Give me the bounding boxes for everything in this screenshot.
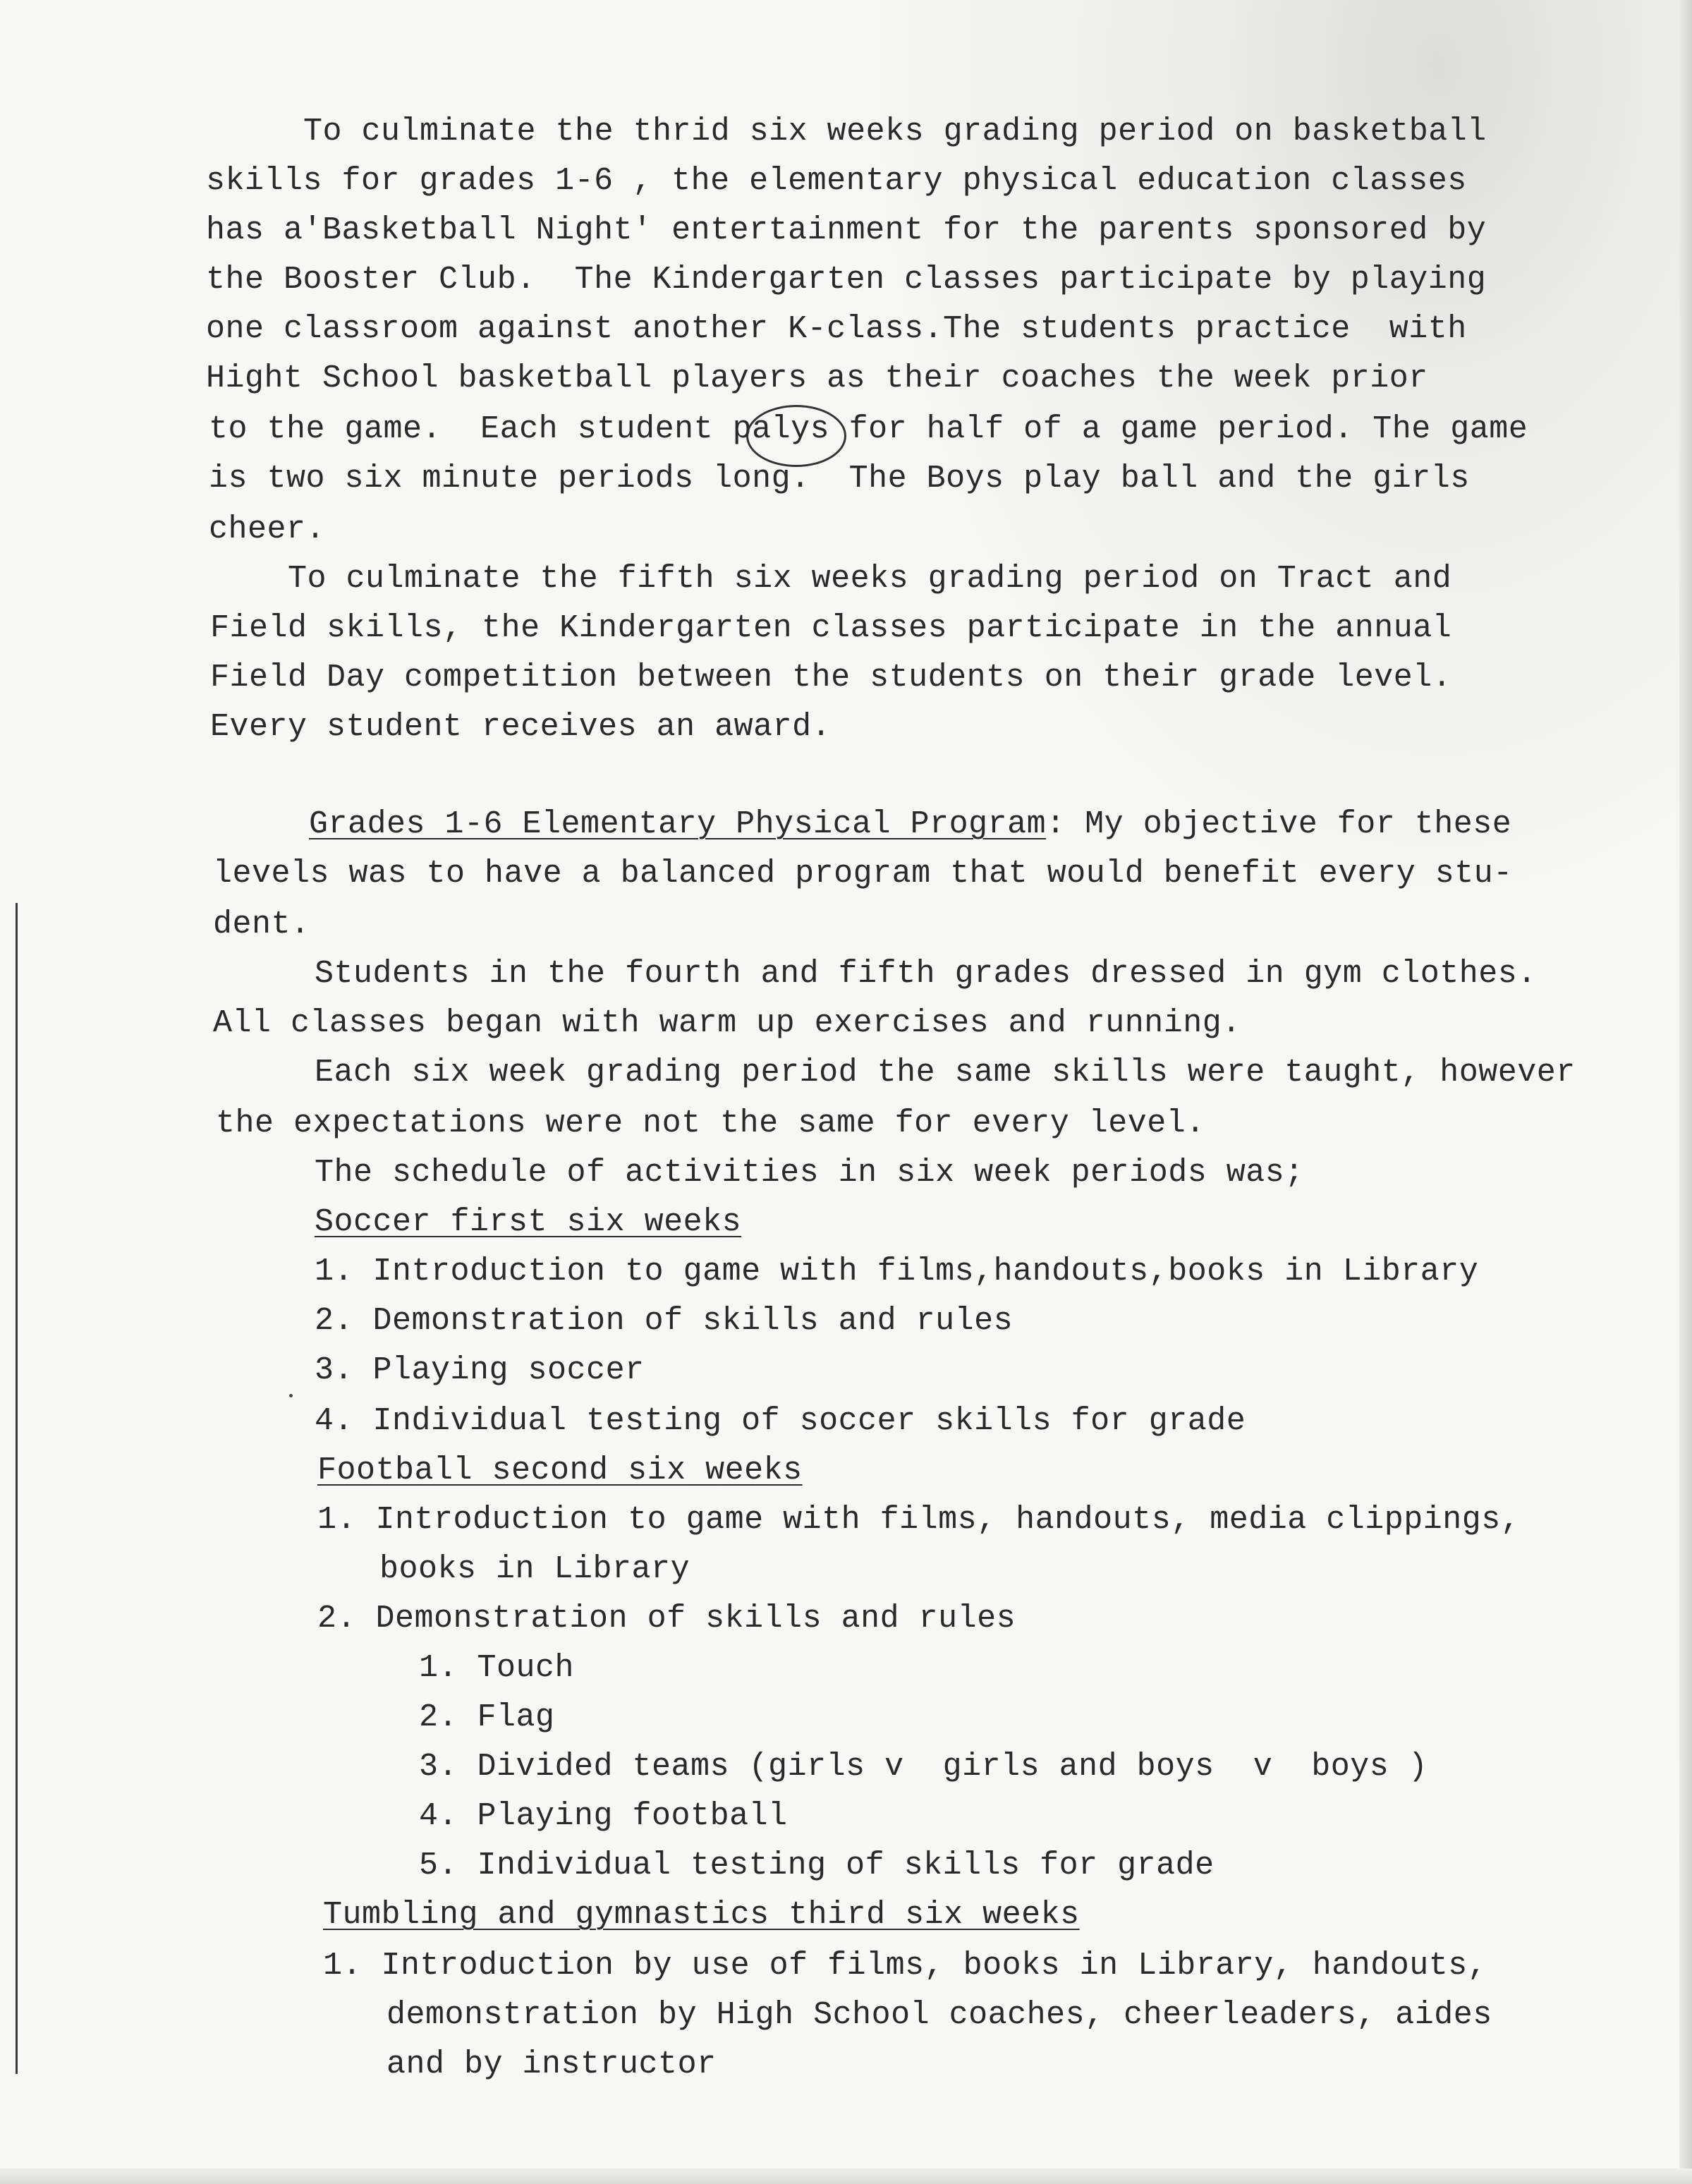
program-heading: Grades 1-6 Elementary Physical Program	[309, 806, 1047, 842]
soccer-item-1: 1. Introduction to game with films,handouts,books in Library	[315, 1254, 1479, 1290]
proofreading-circle	[746, 405, 846, 467]
basketball-line-1: To culminate the thrid six weeks grading period on basketball	[303, 114, 1487, 150]
binding-line	[16, 903, 18, 2074]
basketball-line-8: is two six minute periods long. The Boys play ball and the girls	[209, 461, 1470, 497]
track-line-2: Field skills, the Kindergarten classes participate in the annual	[210, 610, 1452, 646]
soccer-item-2: 2. Demonstration of skills and rules	[315, 1303, 1014, 1339]
page-bottom-shadow	[0, 2168, 1692, 2184]
football-heading: Football second six weeks	[317, 1452, 803, 1488]
basketball-line-2: skills for grades 1-6 , the elementary physical education classes	[206, 163, 1467, 199]
basketball-line-3: has a'Basketball Night' entertainment for the parents sponsored by	[206, 212, 1487, 248]
football-item-2: 2. Demonstration of skills and rules	[317, 1601, 1016, 1637]
program-intro-3: dent.	[213, 906, 310, 942]
track-line-4: Every student receives an award.	[210, 709, 832, 745]
basketball-line-9: cheer.	[209, 511, 326, 547]
football-subitem-1: 1. Touch	[419, 1650, 575, 1686]
tumbling-item-1: 1. Introduction by use of films, books in Library, handouts,	[323, 1948, 1487, 1984]
football-item-1: 1. Introduction to game with films, handouts, media clippings,	[317, 1502, 1521, 1538]
football-subitem-2: 2. Flag	[419, 1699, 555, 1735]
track-line-1: To culminate the fifth six weeks grading period on Tract and	[288, 561, 1452, 597]
tumbling-heading: Tumbling and gymnastics third six weeks	[323, 1897, 1080, 1933]
football-subitem-4: 4. Playing football	[419, 1798, 788, 1834]
tumbling-item-1-cont-2: and by instructor	[387, 2046, 717, 2082]
soccer-heading: Soccer first six weeks	[315, 1204, 742, 1240]
football-subitem-3: 3. Divided teams (girls v girls and boys v boys )	[419, 1749, 1428, 1785]
football-item-1-cont: books in Library	[379, 1551, 690, 1587]
gym-line-2: All classes began with warm up exercises and running.	[213, 1005, 1241, 1041]
football-subitem-5: 5. Individual testing of skills for grade	[419, 1848, 1215, 1883]
skills-line-1: Each six week grading period the same skills were taught, however	[315, 1055, 1576, 1091]
tumbling-item-1-cont-1: demonstration by High School coaches, cheerleaders, aides	[387, 1997, 1492, 2033]
page-edge-shadow	[1679, 0, 1692, 2184]
program-intro-2: levels was to have a balanced program that would benefit every stu-	[213, 856, 1513, 892]
basketball-line-4: the Booster Club. The Kindergarten classes participate by playing	[206, 262, 1487, 298]
gym-line-1: Students in the fourth and fifth grades dressed in gym clothes.	[315, 956, 1537, 992]
basketball-line-5: one classroom against another K-class.The students practice with	[206, 311, 1467, 347]
track-line-3: Field Day competition between the students on their grade level.	[210, 660, 1452, 696]
soccer-item-4: 4. Individual testing of soccer skills for grade	[315, 1403, 1246, 1439]
soccer-item-3: 3. Playing soccer	[315, 1352, 645, 1388]
schedule-intro: The schedule of activities in six week periods was;	[315, 1155, 1304, 1191]
ink-speck	[289, 1394, 293, 1397]
program-heading-line	[309, 806, 1511, 844]
skills-line-2: the expectations were not the same for every level.	[216, 1105, 1205, 1141]
basketball-line-7: to the game. Each student palys for half of a game period. The game	[209, 411, 1528, 447]
program-intro-1: : My objective for these	[1046, 806, 1512, 842]
basketball-line-6: Hight School basketball players as their coaches the week prior	[206, 360, 1428, 396]
